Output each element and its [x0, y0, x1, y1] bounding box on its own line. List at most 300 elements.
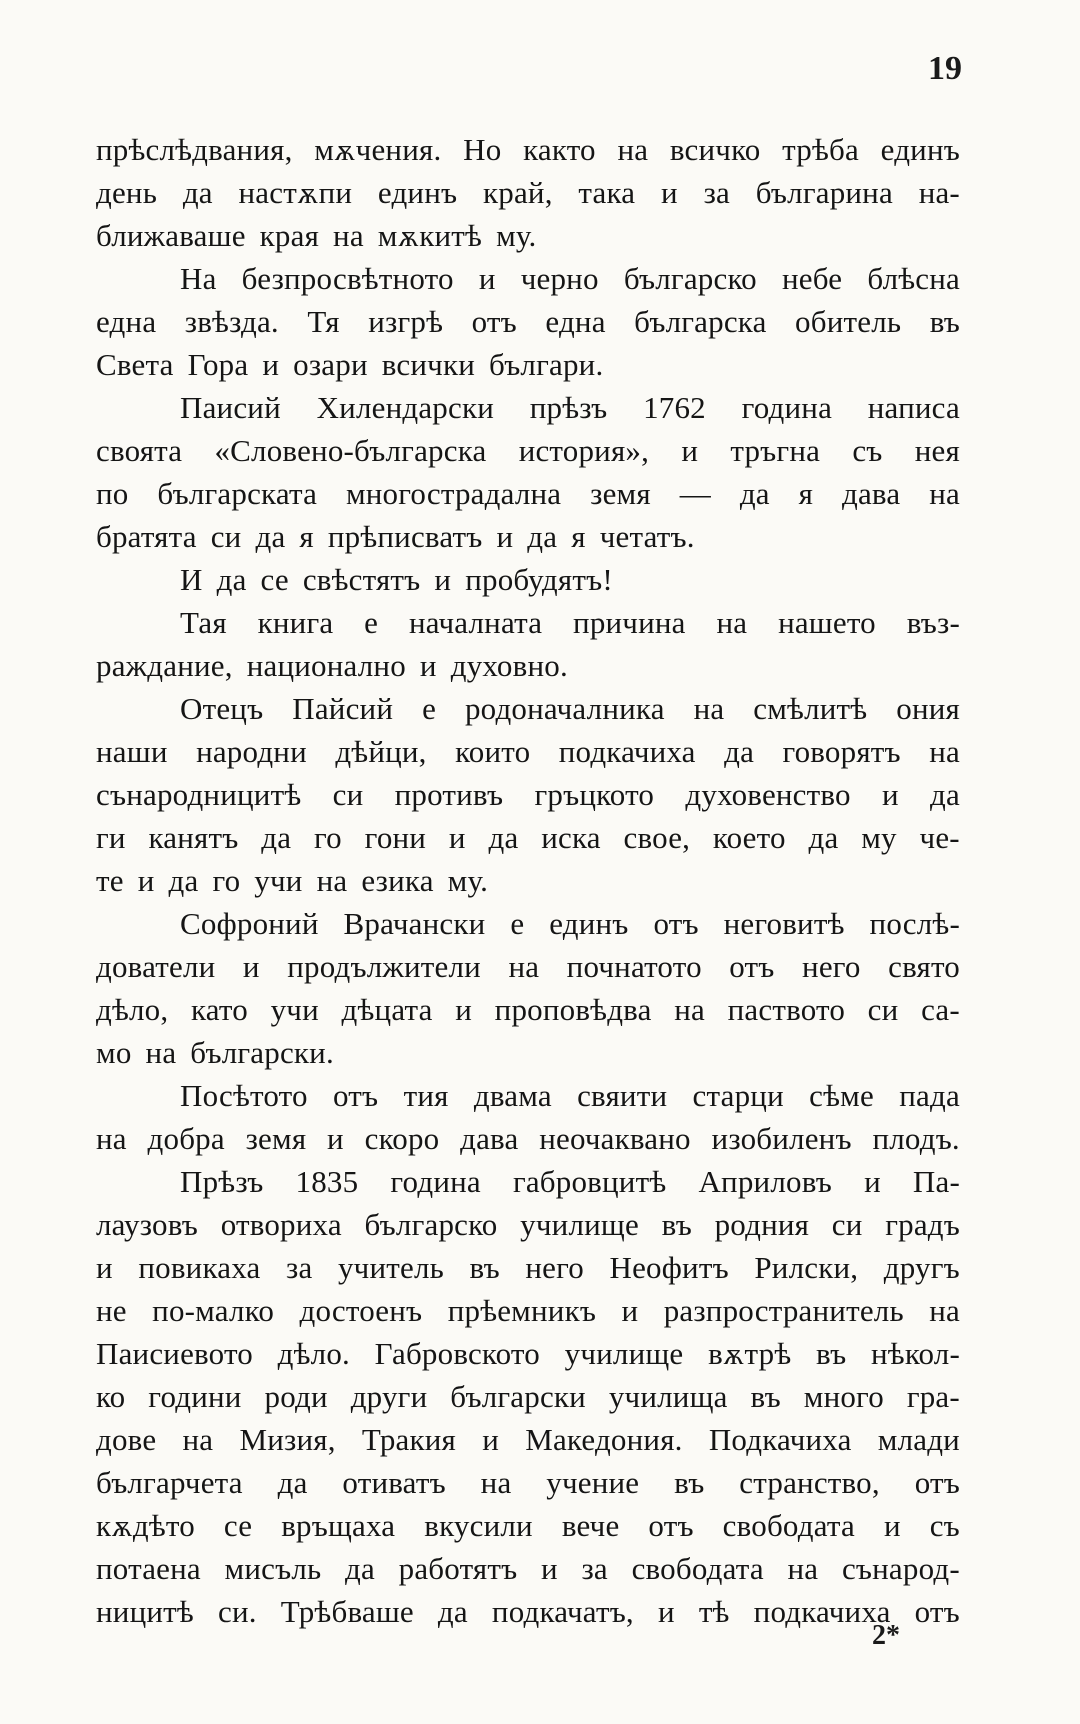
word: история»,: [518, 433, 650, 468]
word: те: [96, 863, 124, 898]
word: Трѣбваше: [280, 1594, 414, 1629]
word: българчета: [96, 1465, 243, 1500]
word: дѣйци,: [335, 734, 427, 769]
word: въ: [469, 1250, 500, 1285]
word: си: [332, 777, 364, 812]
word: и: [541, 1551, 558, 1586]
word: и: [327, 1121, 344, 1156]
word: на: [96, 1121, 127, 1156]
word: прѣемникъ: [447, 1293, 597, 1328]
word: и: [883, 1508, 901, 1543]
word: български.: [190, 1035, 334, 1070]
word: Паисиевото: [96, 1336, 253, 1371]
word: на-: [918, 175, 960, 210]
word: подкачатъ,: [491, 1594, 634, 1629]
word: на: [929, 476, 960, 511]
word: нѣкол-: [871, 1336, 960, 1371]
word: на: [333, 218, 364, 253]
word: плодъ.: [872, 1121, 960, 1156]
word: я: [299, 519, 314, 554]
word: добра: [147, 1121, 225, 1156]
word: българско: [623, 261, 757, 296]
word: паството: [727, 992, 846, 1027]
word: е: [364, 605, 379, 640]
word: раждание,: [96, 648, 233, 683]
text-line: [96, 1289, 960, 1332]
text-line: [96, 687, 960, 730]
word: учи: [270, 992, 319, 1027]
text-line: [96, 859, 960, 902]
word: и: [448, 820, 466, 855]
word: ближаваше: [96, 218, 246, 253]
word: българина: [755, 175, 893, 210]
word: Посѣтото: [180, 1078, 308, 1113]
word: Пайсий: [292, 691, 394, 726]
word: ония: [896, 691, 960, 726]
word: мѫкитѣ: [377, 218, 483, 253]
word: не: [96, 1293, 127, 1328]
word: отъ: [471, 304, 517, 339]
word: старци: [692, 1078, 784, 1113]
word: работятъ: [398, 1551, 518, 1586]
word: връщаха: [281, 1508, 396, 1543]
word: кѫдѣто: [96, 1508, 195, 1543]
text-line: [96, 1590, 960, 1633]
word: проповѣдва: [494, 992, 652, 1027]
word: говорятъ: [782, 734, 901, 769]
word: Отецъ: [180, 691, 264, 726]
word: му.: [496, 218, 537, 253]
word: всичко: [669, 132, 761, 167]
word: многострадална: [345, 476, 562, 511]
word: гони: [364, 820, 427, 855]
word: Софроний: [180, 906, 319, 941]
word: на: [716, 605, 748, 640]
word: ко: [96, 1379, 126, 1414]
word: дове: [96, 1422, 157, 1457]
text-line: [96, 1504, 960, 1547]
word: Подкачиха: [708, 1422, 852, 1457]
word: мѫчения.: [314, 132, 442, 167]
word: да: [277, 1465, 308, 1500]
word: да: [739, 476, 770, 511]
word: странство,: [739, 1465, 880, 1500]
word: свяити: [577, 1078, 668, 1113]
word: години: [148, 1379, 242, 1414]
word: Света: [96, 347, 174, 382]
word: двама: [473, 1078, 552, 1113]
word: учение: [546, 1465, 640, 1500]
word: да: [930, 777, 960, 812]
word: дѣло.: [277, 1336, 350, 1371]
word: въз-: [906, 605, 960, 640]
word: земя: [590, 476, 651, 511]
word: така: [578, 175, 636, 210]
word: го: [212, 863, 241, 898]
word: края: [259, 218, 320, 253]
word: звѣзда.: [184, 304, 279, 339]
word: година: [390, 1164, 481, 1199]
word: свободата: [631, 1551, 764, 1586]
word: прѣписватъ: [327, 519, 483, 554]
word: за: [703, 175, 730, 210]
word: свѣстятъ: [302, 562, 421, 597]
word: роди: [264, 1379, 328, 1414]
word: него: [525, 1250, 584, 1285]
word: да: [261, 820, 292, 855]
text-line: [96, 773, 960, 816]
word: иска: [541, 820, 601, 855]
word: Габровското: [374, 1336, 540, 1371]
word: край,: [483, 175, 553, 210]
word: пада: [899, 1078, 960, 1113]
word: книга: [257, 605, 334, 640]
word: безпросвѣтното: [241, 261, 454, 296]
word: да: [255, 519, 286, 554]
word: и: [419, 648, 437, 683]
word: мисъль: [224, 1551, 322, 1586]
word: подкачиха: [558, 734, 696, 769]
word: Рилски,: [754, 1250, 859, 1285]
word: по-малко: [152, 1293, 275, 1328]
word: неочаквано: [539, 1121, 691, 1156]
word: и: [621, 1293, 639, 1328]
word: достоенъ: [299, 1293, 423, 1328]
word: да: [168, 863, 199, 898]
word: и: [434, 562, 452, 597]
word: тѣ: [698, 1594, 730, 1629]
word: и: [455, 992, 473, 1027]
word: Но: [463, 132, 502, 167]
text-line: [96, 515, 960, 558]
word: българи.: [489, 347, 604, 382]
word: Па-: [912, 1164, 960, 1199]
word: наши: [96, 734, 168, 769]
word: Гора: [187, 347, 249, 382]
word: духовенство: [685, 777, 851, 812]
body-text: [96, 128, 960, 1633]
word: да: [216, 562, 247, 597]
word: мо: [96, 1035, 132, 1070]
word: скоро: [364, 1121, 440, 1156]
word: дѣцата: [341, 992, 433, 1027]
word: разпространитель: [663, 1293, 904, 1328]
word: смѣлитѣ: [753, 691, 868, 726]
word: на: [693, 691, 725, 726]
word: и: [96, 1250, 113, 1285]
word: прѣслѣдвания,: [96, 132, 293, 167]
text-line: [96, 1375, 960, 1418]
text-line: [96, 988, 960, 1031]
text-line: [96, 257, 960, 300]
word: лаузовъ: [96, 1207, 199, 1242]
word: други: [350, 1379, 428, 1414]
word: повикаха: [138, 1250, 261, 1285]
word: почнатото: [566, 949, 702, 984]
word: българска: [634, 304, 767, 339]
word: училище: [564, 1336, 684, 1371]
word: И: [180, 562, 203, 597]
word: съ: [929, 1508, 960, 1543]
word: началната: [408, 605, 543, 640]
word: всички: [381, 347, 475, 382]
word: както: [523, 132, 596, 167]
word: на: [617, 132, 649, 167]
word: и: [262, 347, 280, 382]
word: отвориха: [220, 1207, 342, 1242]
word: и: [482, 1422, 499, 1457]
word: я: [571, 519, 586, 554]
word: Врачански: [343, 906, 486, 941]
word: да: [182, 175, 213, 210]
word: и: [864, 1164, 881, 1199]
word: Тракия: [361, 1422, 456, 1457]
word: по: [96, 476, 129, 511]
word: ги: [96, 820, 126, 855]
word: сѣме: [809, 1078, 874, 1113]
word: и: [681, 433, 699, 468]
word: учи: [254, 863, 303, 898]
word: училища: [608, 1379, 728, 1414]
word: противъ: [394, 777, 504, 812]
word: български: [450, 1379, 586, 1414]
word: да: [437, 1594, 468, 1629]
word: Македония.: [525, 1422, 683, 1457]
word: потаена: [96, 1551, 201, 1586]
signature-mark: 2*: [872, 1620, 900, 1651]
word: да: [527, 519, 558, 554]
text-line: [96, 1332, 960, 1375]
word: отъ: [648, 1508, 694, 1543]
word: гръцкото: [534, 777, 655, 812]
word: нея: [914, 433, 960, 468]
word: написа: [867, 390, 960, 425]
word: земя: [245, 1121, 307, 1156]
word: го: [314, 820, 342, 855]
word: българската: [157, 476, 318, 511]
text-line: [96, 171, 960, 214]
word: са-: [921, 992, 960, 1027]
word: българско: [364, 1207, 498, 1242]
text-line: [96, 1547, 960, 1590]
word: му: [861, 820, 897, 855]
word: Мизия,: [239, 1422, 336, 1457]
word: прѣзъ: [529, 390, 608, 425]
word: Паисий: [180, 390, 281, 425]
text-line: [96, 558, 960, 601]
word: свято: [888, 949, 960, 984]
word: братята: [96, 519, 197, 554]
word: 1835: [295, 1164, 359, 1199]
word: национално: [246, 648, 406, 683]
word: което: [712, 820, 786, 855]
word: на: [508, 949, 540, 984]
word: настѫпи: [238, 175, 353, 210]
word: и: [661, 175, 678, 210]
text-line: [96, 472, 960, 515]
word: Неофитъ: [609, 1250, 729, 1285]
word: отъ: [333, 1078, 379, 1113]
word: Хилендарски: [316, 390, 495, 425]
word: канятъ: [148, 820, 239, 855]
text-line: [96, 601, 960, 644]
text-line: [96, 429, 960, 472]
word: е: [510, 906, 525, 941]
word: день: [96, 175, 158, 210]
word: габровцитѣ: [512, 1164, 667, 1199]
word: отъ: [653, 906, 699, 941]
word: отиватъ: [342, 1465, 446, 1500]
word: изобиленъ: [711, 1121, 852, 1156]
word: да: [808, 820, 839, 855]
word: четатъ.: [599, 519, 695, 554]
word: отъ: [729, 949, 775, 984]
word: черно: [520, 261, 599, 296]
word: озари: [293, 347, 368, 382]
text-line: [96, 1246, 960, 1289]
text-line: [96, 343, 960, 386]
word: на: [929, 1293, 960, 1328]
text-line: [96, 816, 960, 859]
word: да: [345, 1551, 375, 1586]
word: въ: [929, 304, 960, 339]
word: на: [787, 1551, 819, 1586]
word: му.: [447, 863, 489, 898]
text-line: [96, 1031, 960, 1074]
word: свободата: [722, 1508, 855, 1543]
word: своята: [96, 433, 183, 468]
word: които: [455, 734, 531, 769]
word: на: [145, 1035, 177, 1070]
word: училище: [520, 1207, 639, 1242]
word: подкачиха: [753, 1594, 891, 1629]
word: дава: [842, 476, 901, 511]
word: единъ: [880, 132, 960, 167]
word: на: [480, 1465, 512, 1500]
word: родния: [714, 1207, 810, 1242]
word: да: [488, 820, 519, 855]
word: много: [803, 1379, 884, 1414]
word: и: [657, 1594, 675, 1629]
text-line: [96, 386, 960, 429]
word: за: [286, 1250, 313, 1285]
word: На: [180, 261, 217, 296]
word: единъ: [377, 175, 458, 210]
text-line: [96, 1074, 960, 1117]
text-line: [96, 1117, 960, 1160]
text-line: [96, 902, 960, 945]
word: неговитѣ: [723, 906, 845, 941]
word: пробудятъ!: [465, 562, 613, 597]
word: на: [929, 734, 960, 769]
word: дава: [460, 1121, 519, 1156]
word: —: [679, 476, 711, 511]
word: дѣло,: [96, 992, 169, 1027]
word: нашето: [778, 605, 876, 640]
word: и: [137, 863, 155, 898]
word: отъ: [914, 1465, 960, 1500]
word: че-: [919, 820, 960, 855]
word: и: [881, 777, 899, 812]
word: Тая: [180, 605, 227, 640]
word: си: [831, 1207, 863, 1242]
text-line: [96, 128, 960, 171]
word: се: [223, 1508, 253, 1543]
word: въ: [661, 1207, 692, 1242]
word: езика: [361, 863, 434, 898]
page-number: 19: [928, 50, 962, 87]
word: духовно.: [450, 648, 568, 683]
word: въ: [816, 1336, 847, 1371]
word: млади: [877, 1422, 960, 1457]
text-line: [96, 214, 960, 257]
word: вкусили: [424, 1508, 533, 1543]
word: обитель: [795, 304, 902, 339]
word: трѣба: [782, 132, 859, 167]
word: Априловъ: [698, 1164, 832, 1199]
word: и: [478, 261, 496, 296]
word: Тя: [307, 304, 340, 339]
word: въ: [674, 1465, 705, 1500]
word: причина: [573, 605, 686, 640]
word: година: [741, 390, 833, 425]
word: вече: [561, 1508, 620, 1543]
word: една: [96, 304, 157, 339]
text-line: [96, 730, 960, 773]
word: небе: [781, 261, 843, 296]
word: изгрѣ: [368, 304, 444, 339]
word: на: [316, 863, 348, 898]
word: ницитѣ: [96, 1594, 194, 1629]
word: на: [182, 1422, 214, 1457]
word: е: [422, 691, 437, 726]
text-line: [96, 1160, 960, 1203]
word: за: [581, 1551, 608, 1586]
word: съ: [852, 433, 883, 468]
word: гра-: [906, 1379, 960, 1414]
word: се: [260, 562, 289, 597]
word: като: [190, 992, 248, 1027]
word: тия: [403, 1078, 449, 1113]
text-line: [96, 644, 960, 687]
word: дователи: [96, 949, 216, 984]
text-line: [96, 945, 960, 988]
word: родоначалника: [464, 691, 665, 726]
word: 1762: [643, 390, 706, 425]
text-line: [96, 1203, 960, 1246]
word: си: [210, 519, 242, 554]
word: единъ: [549, 906, 629, 941]
word: си.: [218, 1594, 257, 1629]
word: отъ: [914, 1594, 960, 1629]
word: градъ: [885, 1207, 960, 1242]
word: него: [802, 949, 861, 984]
word: си: [867, 992, 899, 1027]
word: народни: [196, 734, 307, 769]
word: и: [242, 949, 260, 984]
word: и: [496, 519, 514, 554]
text-line: [96, 300, 960, 343]
word: другъ: [883, 1250, 960, 1285]
word: тръгна: [730, 433, 821, 468]
word: «Словено-българска: [214, 433, 487, 468]
word: да: [724, 734, 755, 769]
word: послѣ-: [869, 906, 960, 941]
word: я: [798, 476, 814, 511]
word: блѣсна: [867, 261, 960, 296]
text-line: [96, 1418, 960, 1461]
word: въ: [750, 1379, 781, 1414]
